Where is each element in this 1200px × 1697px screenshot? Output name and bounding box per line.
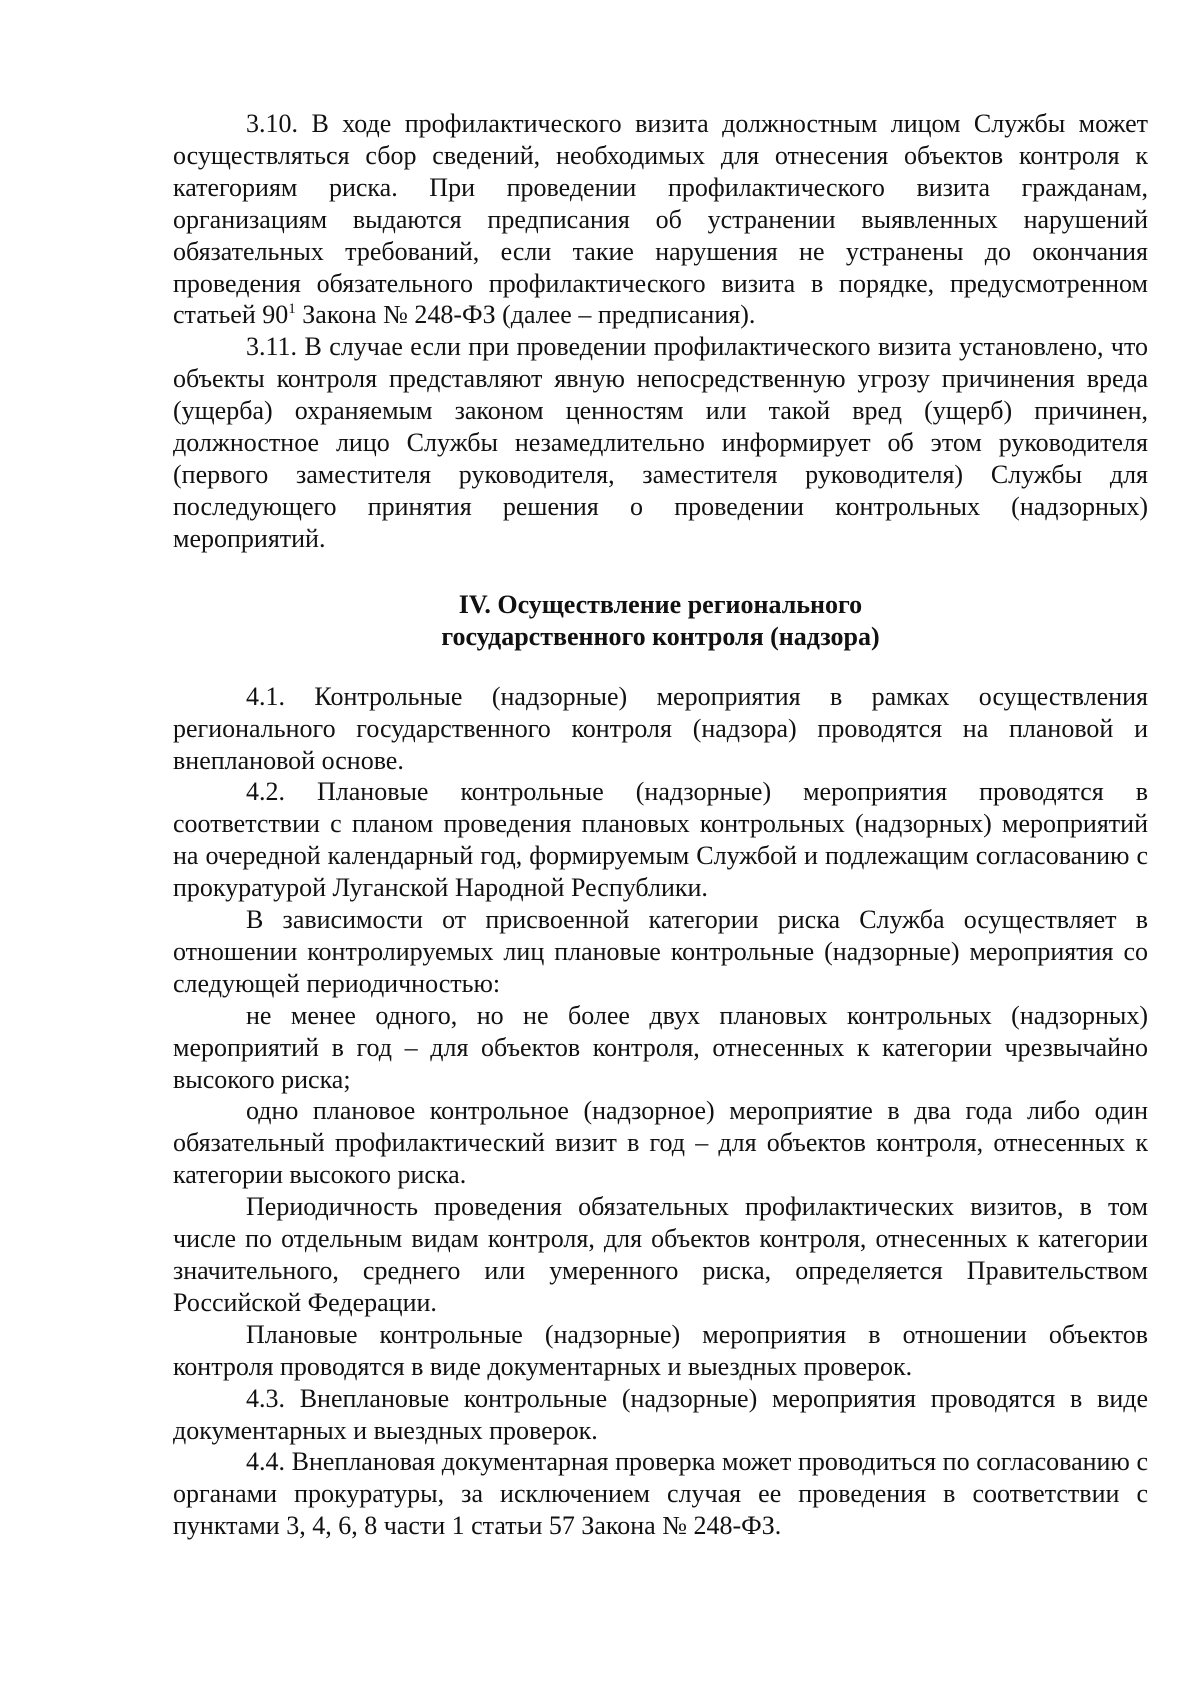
clause-text: В случае если при проведении профилактического визита установлено, что объекты контроля представляют явную непосредственную угрозу причинения вреда (ущерба) охраняемым законом ценностям или такой вред (ущерб) причинен, должностное лицо Службы незамедлительно информирует об этом руководителя (первого заместителя руководителя, заместителя руководителя) Службы для последующего принятия решения о проведении контрольных (надзорных) мероприятий. [173, 332, 1148, 553]
clause-text: Внеплановые контрольные (надзорные) мероприятия проводятся в виде документарных и выездных проверок. [173, 1383, 1148, 1445]
paragraph-4-1 [173, 681, 1148, 777]
clause-text: Контрольные (надзорные) мероприятия в рамках осуществления регионального государственного контроля (надзора) проводятся на плановой и внеплановой основе. [173, 681, 1148, 775]
clause-text: Плановые контрольные (надзорные) мероприятия проводятся в соответствии с планом проведения плановых контрольных (надзорных) мероприятий на очередной календарный год, формируемым Службой и подлежащим согласованию с прокуратурой Луганской Народной Республики. [173, 777, 1148, 903]
clause-number: 3.11. [246, 332, 298, 362]
paragraph-4-2 [173, 776, 1148, 904]
clause-number: 3.10. [246, 109, 298, 138]
document-page [173, 108, 1148, 1542]
paragraph-4-2-periodicity: Периодичность проведения обязательных профилактических визитов, в том числе по отдельным видам контроля, для объектов контроля, отнесенных к категории значительного, среднего или умеренного риска, определяется Правительством Российской Федерации. [173, 1192, 1148, 1317]
paragraph-4-2-risk-categories: В зависимости от присвоенной категории риска Служба осуществляет в отношении контролируемых лиц плановые контрольные (надзорные) мероприятия со следующей периодичностью: [173, 905, 1148, 998]
paragraph-3-10 [173, 108, 1148, 331]
paragraph-4-2-form: Плановые контрольные (надзорные) мероприятия в отношении объектов контроля проводятся в виде документарных и выездных проверок. [173, 1319, 1148, 1381]
paragraph-4-4 [173, 1446, 1148, 1542]
clause-text-tail: Закона № 248-ФЗ (далее – предписания). [295, 300, 756, 330]
clause-text: Внеплановая документарная проверка может проводиться по согласованию с органами прокуратуры, за исключением случая ее проведения в соответствии с пунктами 3, 4, 6, 8 части 1 статьи 57 Закона № 248-ФЗ. [173, 1447, 1148, 1541]
clause-number: 4.4. [246, 1447, 285, 1477]
paragraph-3-11 [173, 331, 1148, 554]
paragraph-4-3 [173, 1383, 1148, 1447]
section-heading [173, 589, 1148, 653]
superscript: 1 [288, 301, 296, 318]
clause-number: 4.3. [246, 1383, 285, 1413]
paragraph-4-2-high-risk: одно плановое контрольное (надзорное) мероприятие в два года либо один обязательный профилактический визит в год – для объектов контроля, отнесенных к категории высокого риска. [173, 1096, 1148, 1190]
section-heading-line-1: IV. Осуществление регионального [458, 589, 863, 619]
clause-number: 4.1. [246, 681, 285, 711]
section-heading-line-2: государственного контроля (надзора) [441, 621, 880, 651]
clause-number: 4.2. [246, 777, 285, 807]
paragraph-4-2-extreme-risk: не менее одного, но не более двух плановых контрольных (надзорных) мероприятий в год – для объектов контроля, отнесенных к категории чрезвычайно высокого риска; [173, 1000, 1148, 1094]
clause-text: В ходе профилактического визита должностным лицом Службы может осуществляться сбор сведений, необходимых для отнесения объектов контроля к категориям риска. При проведении профилактического визита гражданам, организациям выдаются предписания об устранении выявленных нарушений обязательных требований, если такие нарушения не устранены до окончания проведения обязательного профилактического визита в порядке, предусмотренном статьей 90 [173, 109, 1149, 330]
